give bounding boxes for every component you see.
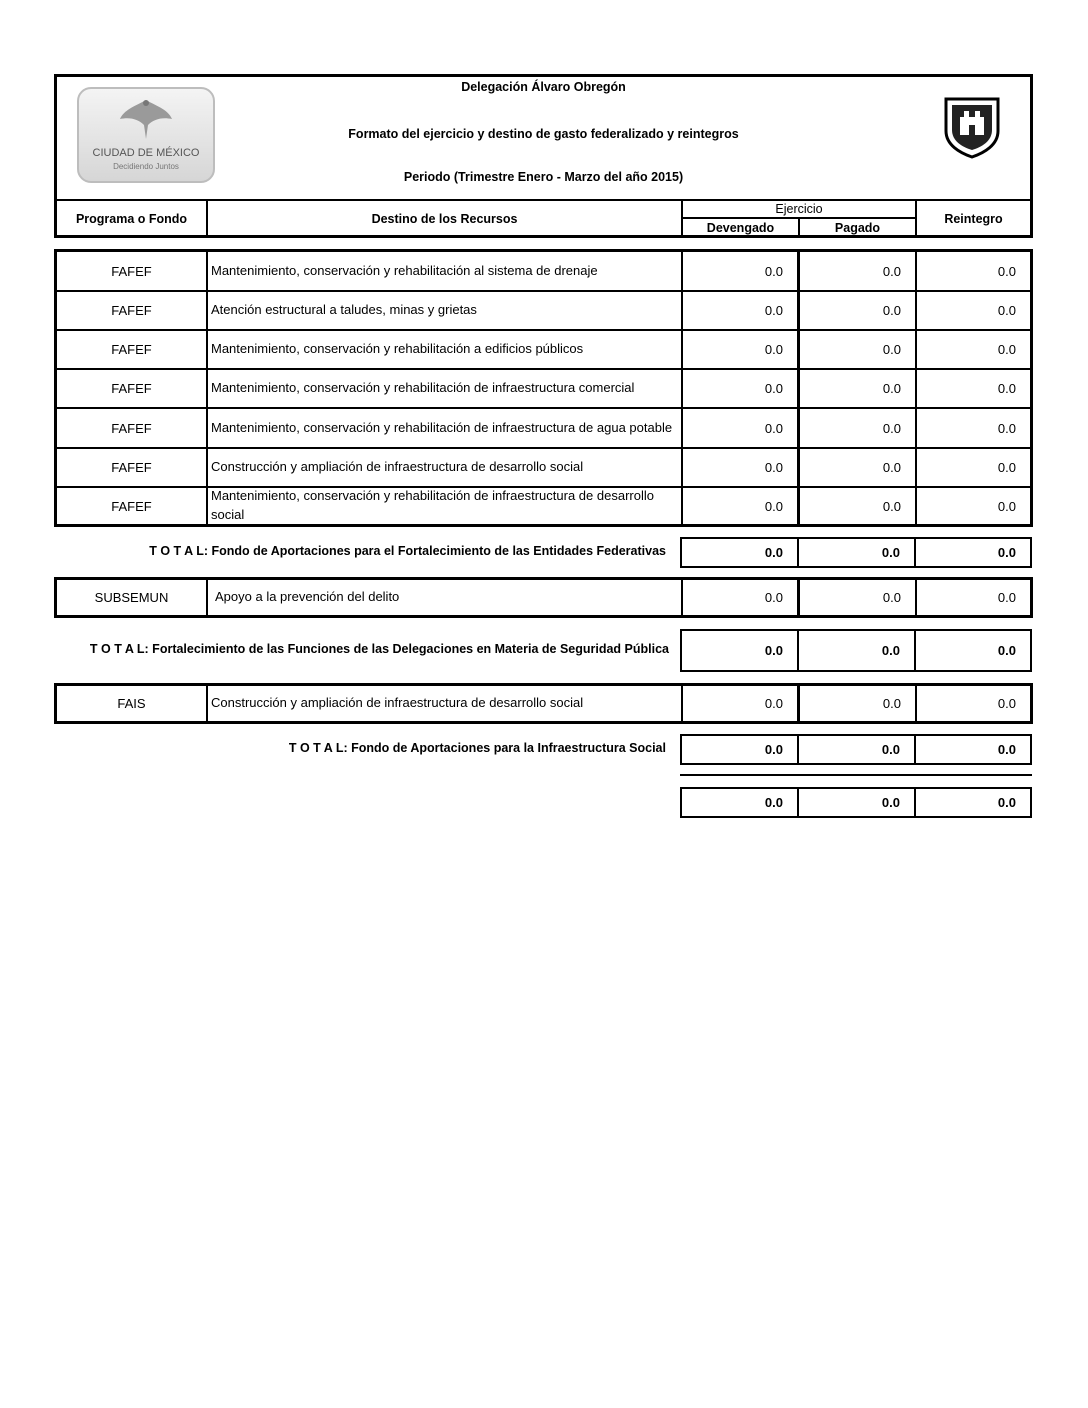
fondo-cell: FAFEF — [57, 331, 208, 368]
total-subsemun-values — [680, 629, 1032, 672]
pagado-cell: 0.0 — [800, 331, 917, 368]
destino-cell: Apoyo a la prevención del delito — [208, 580, 683, 615]
col-destino: Destino de los Recursos — [208, 201, 683, 237]
reintegro-cell: 0.0 — [997, 460, 1016, 475]
pagado-cell: 0.0 — [800, 409, 917, 447]
destino-cell: Mantenimiento, conservación y rehabilitación de infraestructura de agua potable — [208, 409, 683, 447]
subsemun-table — [54, 577, 1033, 618]
total-fafef-values — [680, 537, 1032, 568]
periodo-title: Periodo (Trimestre Enero - Marzo del año 2015) — [403, 170, 684, 184]
table-row — [57, 409, 1030, 449]
total-fais-label: T O T A L: Fondo de Aportaciones para la Infraestructura Social — [288, 741, 666, 755]
cdmx-logo — [77, 87, 215, 183]
formato-title: Formato del ejercicio y destino de gasto federalizado y reintegros — [348, 127, 739, 141]
table-row — [57, 331, 1030, 370]
fondo-cell: FAFEF — [57, 409, 208, 447]
total-reintegro: 0.0 — [997, 742, 1016, 757]
table-row — [57, 686, 1030, 721]
col-reintegro: Reintegro — [944, 212, 1003, 226]
table-row — [57, 580, 1030, 615]
table-row — [57, 449, 1030, 488]
angel-icon — [116, 95, 176, 145]
reintegro-cell: 0.0 — [997, 696, 1016, 711]
total-pagado: 0.0 — [799, 631, 916, 670]
destino-cell: Construcción y ampliación de infraestructura de desarrollo social — [208, 449, 683, 486]
pagado-cell: 0.0 — [800, 488, 917, 524]
fafef-table — [54, 249, 1033, 527]
reintegro-cell: 0.0 — [997, 420, 1016, 436]
reintegro-cell: 0.0 — [997, 498, 1016, 514]
reintegro-cell: 0.0 — [997, 381, 1016, 396]
fondo-cell: FAFEF — [57, 449, 208, 486]
devengado-cell: 0.0 — [683, 331, 800, 368]
table-row — [57, 252, 1030, 292]
total-devengado: 0.0 — [682, 631, 799, 670]
pagado-cell: 0.0 — [800, 580, 917, 615]
devengado-cell: 0.0 — [683, 292, 800, 329]
total-fafef-label: T O T A L: Fondo de Aportaciones para el Fortalecimiento de las Entidades Federativas — [149, 544, 666, 558]
pagado-cell: 0.0 — [800, 686, 917, 721]
fondo-cell: FAFEF — [57, 252, 208, 290]
fondo-cell: FAFEF — [57, 292, 208, 329]
reintegro-cell: 0.0 — [997, 303, 1016, 318]
total-devengado: 0.0 — [682, 539, 799, 566]
pagado-cell: 0.0 — [800, 370, 917, 407]
total-pagado: 0.0 — [799, 736, 916, 763]
coat-of-arms-icon — [942, 95, 1002, 159]
devengado-cell: 0.0 — [683, 686, 800, 721]
grand-total-reintegro: 0.0 — [997, 795, 1016, 810]
fais-table — [54, 683, 1033, 724]
destino-cell: Mantenimiento, conservación y rehabilitación de infraestructura comercial — [208, 370, 683, 407]
devengado-cell: 0.0 — [683, 370, 800, 407]
reintegro-cell: 0.0 — [997, 342, 1016, 357]
destino-cell: Atención estructural a taludes, minas y grietas — [208, 292, 683, 329]
reintegro-cell: 0.0 — [997, 590, 1016, 605]
total-reintegro: 0.0 — [997, 643, 1016, 658]
table-row — [57, 488, 1030, 524]
logo-text: CIUDAD DE MÉXICO — [92, 147, 200, 159]
logo-subtext: Decidiendo Juntos — [113, 162, 179, 171]
divider — [680, 774, 1032, 776]
column-header-row — [57, 199, 1030, 237]
fondo-cell: FAIS — [57, 686, 208, 721]
total-pagado: 0.0 — [799, 539, 916, 566]
devengado-cell: 0.0 — [683, 580, 800, 615]
fondo-cell: SUBSEMUN — [57, 580, 208, 615]
devengado-cell: 0.0 — [683, 252, 800, 290]
pagado-cell: 0.0 — [800, 449, 917, 486]
delegacion-title: Delegación Álvaro Obregón — [461, 80, 626, 94]
report-header — [54, 74, 1033, 238]
reintegro-cell: 0.0 — [997, 263, 1016, 279]
destino-cell: Mantenimiento, conservación y rehabilitación a edificios públicos — [208, 331, 683, 368]
destino-cell: Mantenimiento, conservación y rehabilitación de infraestructura de desarrollo social — [208, 488, 683, 524]
grand-total-pagado: 0.0 — [799, 789, 916, 816]
grand-total-devengado: 0.0 — [682, 789, 799, 816]
devengado-cell: 0.0 — [683, 409, 800, 447]
table-row — [57, 370, 1030, 409]
devengado-cell: 0.0 — [683, 449, 800, 486]
pagado-cell: 0.0 — [800, 252, 917, 290]
fondo-cell: FAFEF — [57, 488, 208, 524]
total-reintegro: 0.0 — [997, 545, 1016, 560]
destino-cell: Mantenimiento, conservación y rehabilitación al sistema de drenaje — [208, 252, 683, 290]
devengado-cell: 0.0 — [683, 488, 800, 524]
table-row — [57, 292, 1030, 331]
destino-cell: Construcción y ampliación de infraestructura de desarrollo social — [208, 686, 683, 721]
grand-total-values — [680, 787, 1032, 818]
col-pagado: Pagado — [800, 219, 917, 237]
col-programa: Programa o Fondo — [57, 201, 208, 237]
total-devengado: 0.0 — [682, 736, 799, 763]
total-subsemun-label: T O T A L: Fortalecimiento de las Funciones de las Delegaciones en Materia de Seguridad Pública — [89, 642, 669, 656]
total-fais-values — [680, 734, 1032, 765]
fondo-cell: FAFEF — [57, 370, 208, 407]
pagado-cell: 0.0 — [800, 292, 917, 329]
col-devengado: Devengado — [683, 219, 800, 237]
col-ejercicio: Ejercicio — [683, 201, 917, 219]
